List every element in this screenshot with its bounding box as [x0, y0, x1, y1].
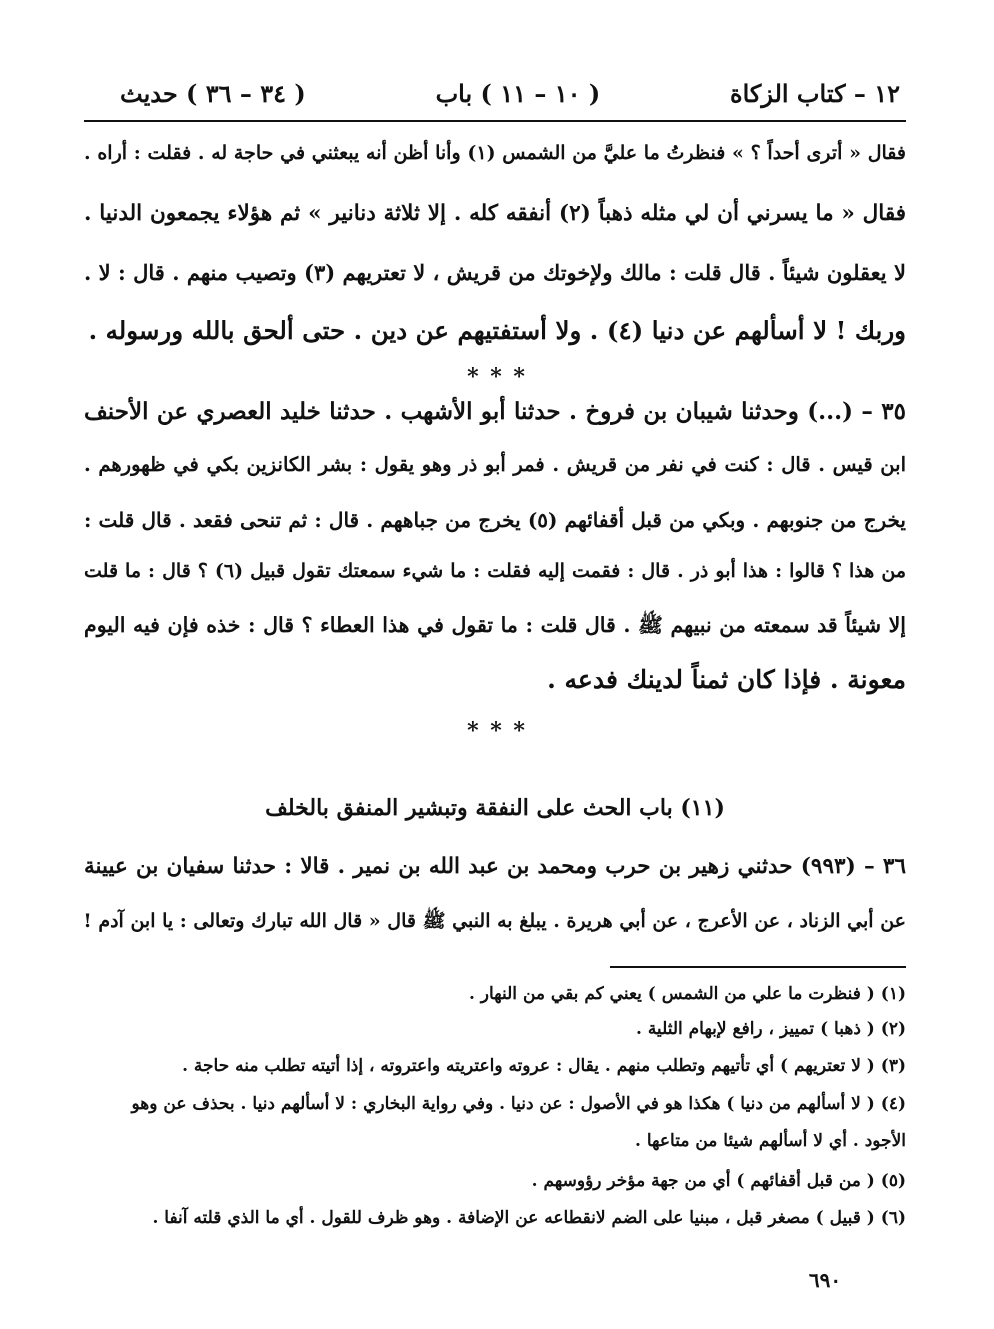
page-number: ٦٩٠	[808, 1268, 842, 1292]
hadith-35-line: معونة . فإذا كان ثمناً لدينك فدعه .	[547, 665, 906, 694]
section-separator: * * *	[467, 718, 527, 744]
hadith-35-line: يخرج من جنوبهم . وبكي من قبل أقفائهم (٥) يخرج من جباههم . قال : ثم تنحى فقعد . قال قلت :	[84, 508, 906, 532]
footnote: (٦) ( قبيل ) مصغر قبل ، مبنيا على الضم لانقطاعه عن الإضافة . وهو ظرف للقول . أي ما الذي قلته آنفا .	[152, 1208, 906, 1228]
hadith-35-line: ٣٥ – (...) وحدثنا شيبان بن فروخ . حدثنا أبو الأشهب . حدثنا خليد العصري عن الأحنف	[84, 398, 906, 425]
hadith-36-line: ٣٦ – (٩٩٣) حدثني زهير بن حرب ومحمد بن عبد الله بن نمير . قالا : حدثنا سفيان بن عيينة	[84, 854, 906, 879]
footnote: (٤) ( لا أسألهم من دنيا ) هكذا هو في الأصول : عن دنيا . وفي رواية البخاري : لا أسألهم دنيا . بحذف عن وهو	[131, 1094, 906, 1114]
footnote-continuation: الأجود . أي لا أسألهم شيئا من متاعها .	[635, 1131, 906, 1151]
chapter-title: (١١) باب الحث على النفقة وتبشير المنفق بالخلف	[265, 795, 725, 821]
hadith-35-line: ابن قيس . قال : كنت في نفر من قريش . فمر أبو ذر وهو يقول : بشر الكانزين بكي في ظهورهم .	[84, 453, 906, 476]
body-line: فقال « ما يسرني أن لي مثله ذهباً (٢) أنفقه كله . إلا ثلاثة دنانير » ثم هؤلاء يجمعون الدنيا .	[84, 201, 906, 226]
chapter-range: ( ١٠ – ١١ ) باب	[435, 78, 601, 108]
hadith-range: ( ٣٤ – ٣٦ ) حديث	[120, 78, 306, 108]
body-line: لا يعقلون شيئاً . قال قلت : مالك ولإخوتك من قريش ، لا تعتريهم (٣) وتصيب منهم . قال : لا .	[84, 260, 906, 285]
book-title: ١٢ – كتاب الزكاة	[730, 78, 900, 108]
footnote-divider	[610, 966, 906, 968]
hadith-35-line: إلا شيئاً قد سمعته من نبيهم ﷺ . قال قلت : ما تقول في هذا العطاء ؟ قال : خذه فإن فيه اليوم	[84, 613, 906, 637]
header-divider	[84, 120, 906, 122]
hadith-35-line: من هذا ؟ قالوا : هذا أبو ذر . قال : فقمت إليه فقلت : ما شيء سمعتك تقول قبيل (٦) ؟ قال : ما قلت	[84, 560, 906, 582]
hadith-36-line: عن أبي الزناد ، عن الأعرج ، عن أبي هريرة . يبلغ به النبي ﷺ قال « قال الله تبارك وتعالى : يا ابن آدم !	[83, 910, 906, 932]
body-line: فقال « أترى أحداً ؟ » فنظرتُ ما عليَّ من الشمس (١) وأنا أظن أنه يبعثني في حاجة له . فقلت : أراه .	[84, 142, 906, 164]
footnote: (٣) ( لا تعتريهم ) أي تأتيهم وتطلب منهم . يقال : عروته واعتريته واعتروته ، إذا أتيته تطلب منه حاجة .	[182, 1056, 906, 1076]
footnote: (٢) ( ذهبا ) تمييز ، رافع لإبهام الثلية .	[635, 1019, 906, 1039]
footnote: (١) ( فنظرت ما علي من الشمس ) يعني كم بقي من النهار .	[468, 984, 906, 1004]
section-separator: * * *	[467, 364, 527, 390]
footnote: (٥) ( من قبل أقفائهم ) أي من جهة مؤخر رؤوسهم .	[531, 1171, 906, 1191]
body-line: وربك ! لا أسألهم عن دنيا (٤) . ولا أستفتيهم عن دين . حتى ألحق بالله ورسوله .	[88, 316, 906, 345]
running-header	[120, 72, 900, 114]
